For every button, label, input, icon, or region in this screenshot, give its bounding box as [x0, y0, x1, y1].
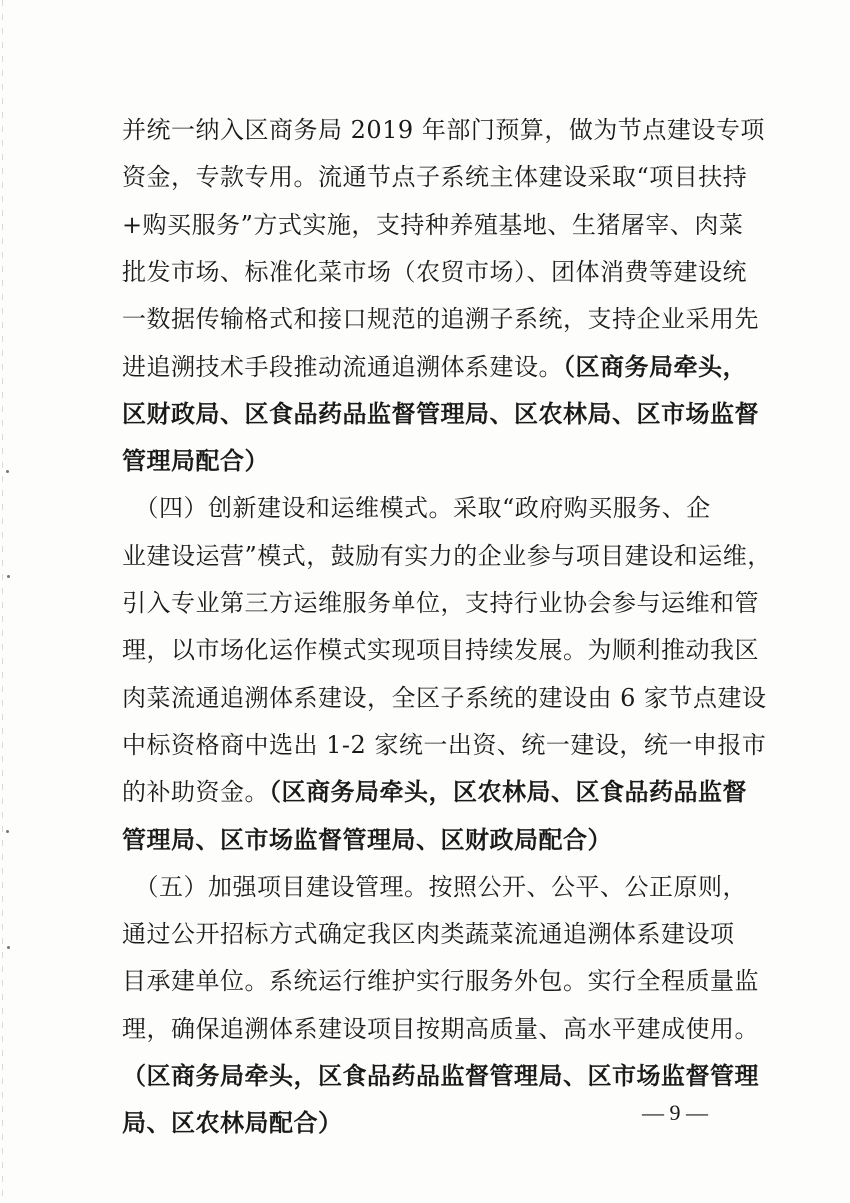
scan-speck — [6, 830, 9, 833]
responsibility-note: 区财政局、区食品药品监督管理局、区农林局、区市场监督 — [122, 398, 759, 428]
text-line: 理，以市场化运作模式实现项目持续发展。为顺利推动我区 — [122, 636, 759, 665]
text-line — [122, 1061, 759, 1091]
text-line: 资金，专款专用。流通节点子系统主体建设采取“项目扶持 — [122, 163, 748, 192]
scan-speck — [6, 470, 9, 473]
text-line: 进追溯技术手段推动流通追溯体系建设。（区商务局牵头， — [122, 351, 747, 381]
section-heading-line: （四）创新建设和运维模式。采取“政府购买服务、企 — [122, 494, 711, 523]
text-line — [122, 399, 759, 429]
text-line: 批发市场、标准化菜市场（农贸市场）、团体消费等建设统 — [122, 257, 747, 286]
text-line — [122, 825, 612, 855]
section-heading-line: （五）加强项目建设管理。按照公开、公平、公正原则， — [122, 872, 747, 901]
text-line: 目承建单位。系统运行维护实行服务外包。实行全程质量监 — [122, 967, 759, 996]
text-line — [122, 446, 269, 476]
binding-margin-line — [2, 0, 3, 1203]
text-line: 通过公开招标方式确定我区肉类蔬菜流通追溯体系建设项 — [122, 920, 735, 949]
scan-speck — [7, 575, 10, 578]
text-line: 肉菜流通追溯体系建设，全区子系统的建设由 6 家节点建设 — [122, 683, 767, 712]
responsibility-note: （区商务局牵头， — [563, 351, 747, 381]
text-line: 并统一纳入区商务局 2019 年部门预算，做为节点建设专项 — [122, 116, 765, 144]
text-line: 引入专业第三方运维服务单位，支持行业协会参与运维和管 — [122, 589, 759, 617]
text-line: 中标资格商中选出 1-2 家统一出资、统一建设，统一申报市 — [122, 730, 767, 759]
responsibility-note: （区商务局牵头，区食品药品监督管理局、区市场监督管理 — [122, 1061, 759, 1090]
responsibility-note: 管理局配合） — [122, 446, 269, 476]
text-line: +购买服务”方式实施，支持种养殖基地、生猪屠宰、肉菜 — [122, 210, 744, 239]
responsibility-note: 管理局、区市场监督管理局、区财政局配合） — [122, 824, 612, 854]
responsibility-note: 局、区农林局配合） — [122, 1108, 343, 1138]
text-line: 的补助资金。（区商务局牵头，区农林局、区食品药品监督 — [122, 777, 747, 807]
scan-speck — [7, 946, 10, 949]
text-line: 一数据传输格式和接口规范的追溯子系统，支持企业采用先 — [122, 305, 759, 334]
responsibility-note: （区商务局牵头，区农林局、区食品药品监督 — [269, 777, 747, 807]
text-line: 理，确保追溯体系建设项目按期高质量、高水平建成使用。 — [122, 1014, 759, 1043]
text-line: 业建设运营”模式，鼓励有实力的企业参与项目建设和运维， — [122, 541, 772, 570]
page-number: — 9 — — [642, 1100, 708, 1125]
text-line — [122, 1108, 343, 1138]
